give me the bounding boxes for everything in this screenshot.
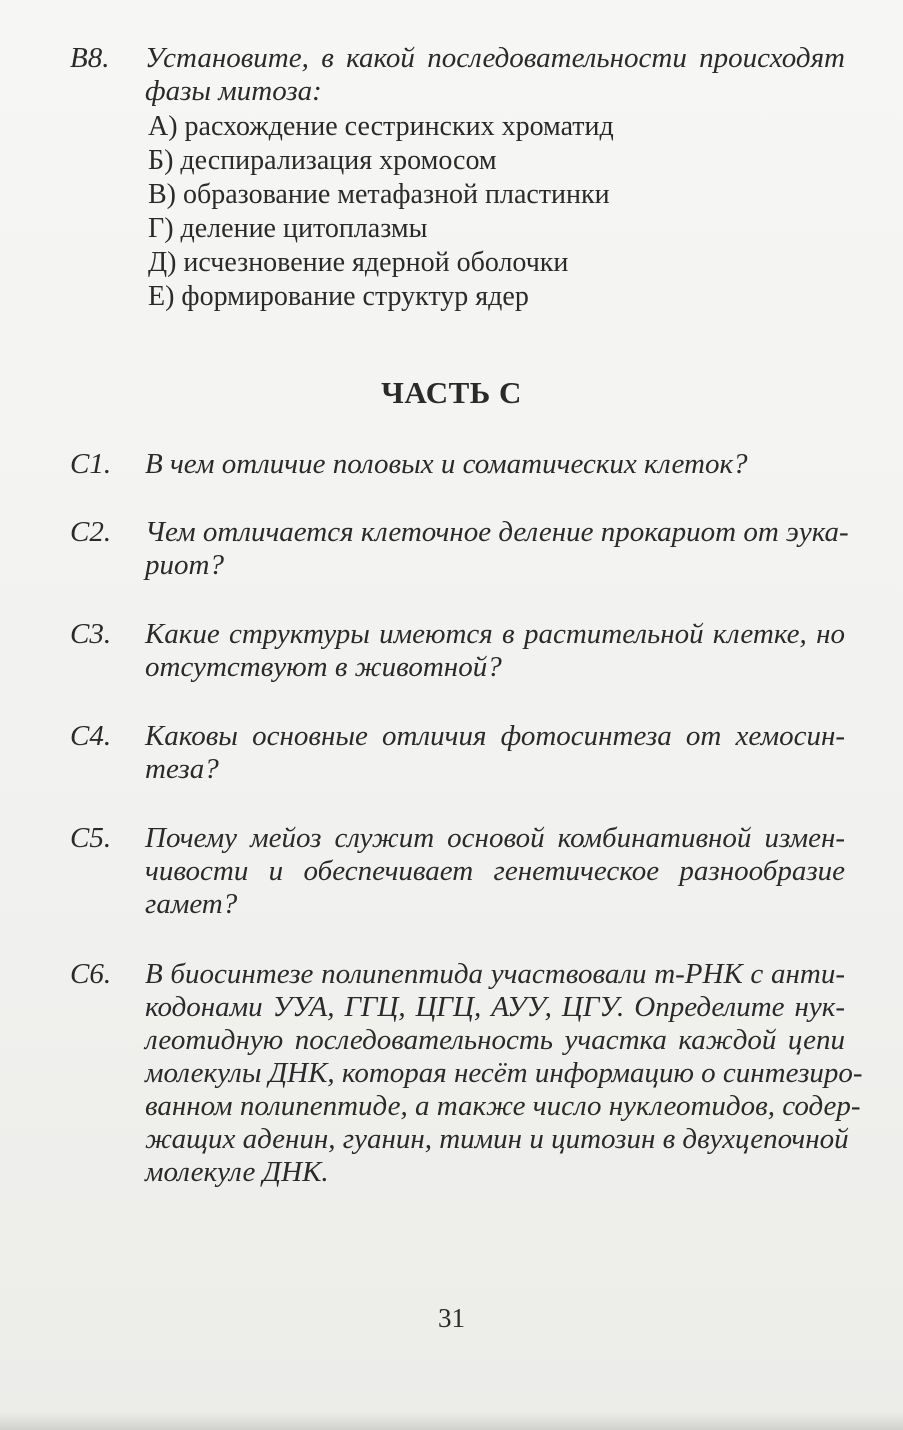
question-text — [145, 958, 863, 1189]
page-number: 31 — [438, 1303, 465, 1333]
question-number: С6. — [70, 958, 112, 990]
question-line: гамет? — [145, 888, 238, 920]
option-d: Д) исчезновение ядерной оболочки — [148, 247, 569, 278]
question-line: жащих аденин, гуанин, тимин и цитозин в двухцепочной — [145, 1123, 849, 1155]
question-number: С3. — [70, 618, 112, 650]
section-title: ЧАСТЬ С — [381, 375, 522, 410]
question-line: Установите, в какой последовательности происходят — [145, 42, 845, 74]
question-text — [145, 618, 845, 684]
question-number: С2. — [70, 516, 112, 548]
question-number: С1. — [70, 448, 112, 480]
question-text — [145, 516, 849, 582]
question-line: риот? — [145, 549, 224, 581]
page-edge-shadow — [0, 1412, 903, 1430]
question-number: B8. — [70, 42, 110, 74]
question-line: чивости и обеспечивает генетическое разнообразие — [145, 855, 845, 887]
option-b: Б) деспирализация хромосом — [148, 145, 497, 176]
option-a: А) расхождение сестринских хроматид — [148, 111, 614, 142]
question-line: В биосинтезе полипептида участвовали т-РНК с анти- — [145, 958, 845, 990]
question-line: отсутствуют в животной? — [145, 651, 502, 683]
question-text — [145, 448, 845, 481]
question-line: ванном полипептиде, а также число нуклеотидов, содер- — [145, 1090, 861, 1122]
question-line: Каковы основные отличия фотосинтеза от хемосин- — [145, 720, 845, 752]
question-text — [145, 42, 845, 108]
question-line: Какие структуры имеются в растительной клетке, но — [145, 618, 845, 650]
question-number: С5. — [70, 822, 112, 854]
question-line: кодонами УУА, ГГЦ, ЦГЦ, АУУ, ЦГУ. Определите нук- — [145, 991, 845, 1023]
question-line: молекулы ДНК, которая несёт информацию о синтезиро- — [145, 1057, 863, 1089]
question-text — [145, 720, 845, 786]
option-g: Г) деление цитоплазмы — [148, 213, 428, 244]
question-text — [145, 822, 845, 921]
question-line: фазы митоза: — [145, 75, 322, 107]
question-number: С4. — [70, 720, 112, 752]
question-line: теза? — [145, 753, 219, 785]
answer-options — [148, 110, 614, 314]
option-v: В) образование метафазной пластинки — [148, 179, 610, 210]
question-line: Чем отличается клеточное деление прокариот от эука- — [145, 516, 849, 548]
option-e: Е) формирование структур ядер — [148, 281, 529, 312]
question-line: В чем отличие половых и соматических клеток? — [145, 448, 748, 480]
question-line: леотидную последовательность участка каждой цепи — [145, 1024, 845, 1056]
question-line: Почему мейоз служит основой комбинативной измен- — [145, 822, 845, 854]
question-line: молекуле ДНК. — [145, 1156, 329, 1188]
